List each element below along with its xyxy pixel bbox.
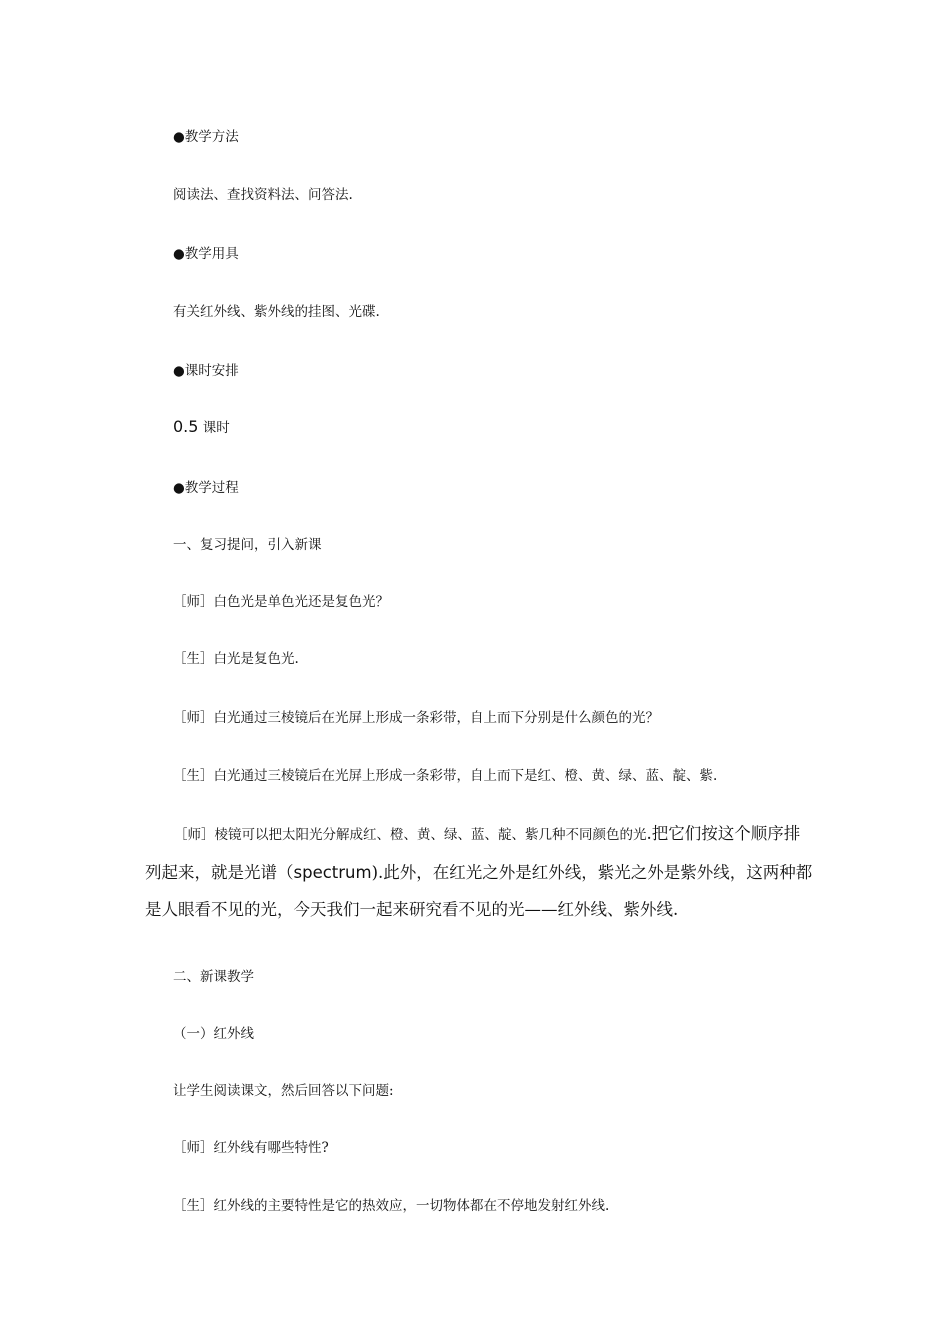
spectrum-term: spectrum [293, 863, 372, 882]
dialogue-line: ［师］白色光是单色光还是复色光？ [173, 594, 389, 610]
dialogue-line: ［师］白光通过三棱镜后在光屏上形成一条彩带，自上而下分别是什么颜色的光？ [173, 710, 659, 726]
teaching-method-heading: ●教学方法 [173, 129, 239, 145]
schedule-text [173, 418, 230, 437]
paragraph-body: .把它们按这个顺序排列起来，就是光谱（ [145, 824, 801, 882]
schedule-heading: ●课时安排 [173, 363, 239, 379]
paragraph-lead: ［师］棱镜可以把太阳光分解成红、橙、黄、绿、蓝、靛、紫几种不同颜色的光 [174, 827, 647, 843]
schedule-unit: 课时 [198, 420, 230, 436]
section-2-title: 二、新课教学 [173, 969, 254, 985]
dialogue-line: ［师］红外线有哪些特性? [173, 1140, 329, 1156]
dialogue-line: ［生］白光是复色光. [173, 651, 299, 667]
teaching-tools-text: 有关红外线、紫外线的挂图、光碟. [173, 304, 380, 320]
schedule-number: 0.5 [173, 417, 199, 436]
dialogue-line: ［生］红外线的主要特性是它的热效应，一切物体都在不停地发射红外线. [173, 1198, 610, 1214]
section-1-title: 一、复习提问，引入新课 [173, 537, 322, 553]
teaching-tools-heading: ●教学用具 [173, 246, 239, 262]
reading-instruction: 让学生阅读课文，然后回答以下问题: [173, 1083, 394, 1099]
dialogue-line: ［生］白光通过三棱镜后在光屏上形成一条彩带，自上而下是红、橙、黄、绿、蓝、靛、紫. [173, 768, 718, 784]
subsection-infrared-title: （一）红外线 [173, 1026, 254, 1042]
teaching-method-text: 阅读法、查找资料法、问答法. [173, 187, 353, 203]
teaching-process-heading: ●教学过程 [173, 480, 239, 496]
spectrum-paragraph [145, 815, 815, 928]
paragraph-rest: ).此外，在红光之外是红外线，紫光之外是紫外线，这两种都是人眼看不见的光，今天我们一起来研究看不见的光——红外线、紫外线. [145, 863, 813, 919]
